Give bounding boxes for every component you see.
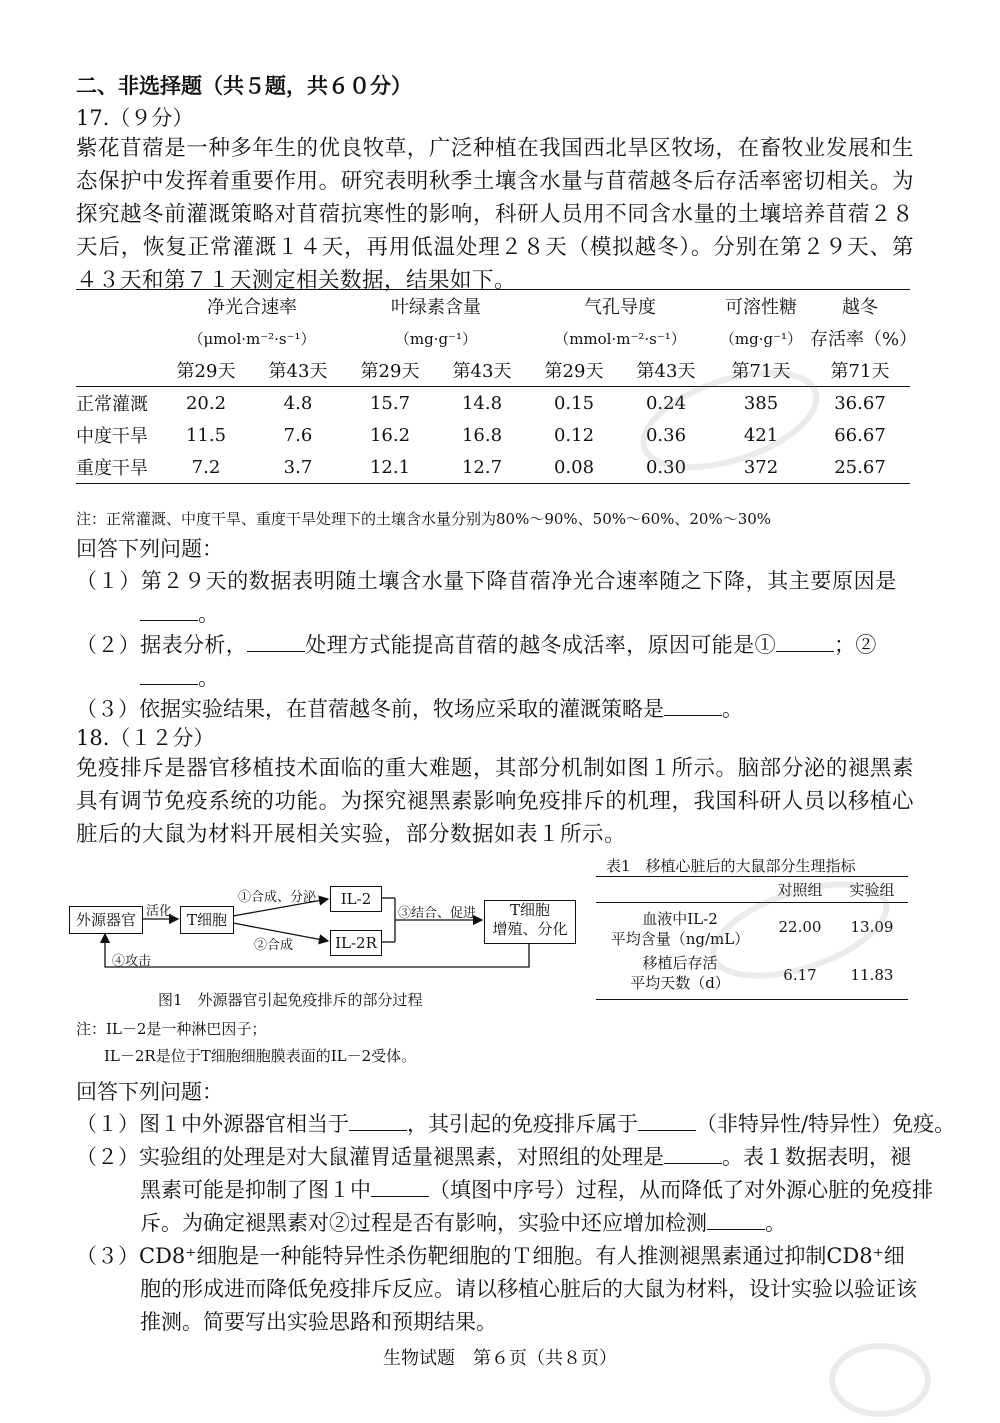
day-header: 第71天 (712, 354, 810, 387)
q18-paragraph: 免疫排斥是器官移植技术面临的重大难题，其部分机制如图１所示。脑部分泌的褪黑素具有调节免疫系统的功能。为探究褪黑素影响免疫排斥的机理，我国科研人员以移植心脏后的大鼠为材料开展相关实验，部分数据如表１所示。 (76, 756, 914, 847)
cell: 3.7 (252, 451, 344, 484)
row-label: 平均含量（ng/mL） (610, 930, 750, 948)
table-row (596, 951, 908, 1000)
header-stomatal: 气孔导度 (528, 290, 712, 323)
row-label: 正常灌溉 (76, 394, 148, 415)
cell: 25.67 (810, 451, 910, 484)
table1-title: 表1 移植心脏后的大鼠部分生理指标 (606, 857, 856, 875)
label-synth: ②合成 (254, 938, 294, 953)
answer-blank[interactable] (638, 1108, 696, 1131)
q17-number: 17.（９分） (76, 106, 194, 130)
box-foreign-organ: 外源器官 (69, 906, 143, 934)
q17-paragraph: 紫花苜蓿是一种多年生的优良牧草，广泛种植在我国西北旱区牧场，在畜牧业发展和生态保护中发挥着重要作用。研究表明秋季土壤含水量与苜蓿越冬后存活率密切相关。为探究越冬前灌溉策略对苜蓿抗寒性的影响，科研人员用不同含水量的土壤培养苜蓿２８天后，恢复正常灌溉１４天，再用低温处理２８天（模拟越冬）。分别在第２９天、第４３天和第７１天测定相关数据，结果如下。 (76, 136, 914, 293)
q18-question-2-line3 (140, 1207, 786, 1239)
col-control: 对照组 (777, 881, 823, 899)
q18-q2-end: 。 (765, 1211, 786, 1235)
box-t-cell-proliferation-line2: 增殖、分化 (492, 919, 568, 938)
answer-blank[interactable] (349, 1108, 407, 1131)
cell: 7.6 (283, 424, 313, 446)
q17-answer-prompt: 回答下列问题： (76, 537, 223, 561)
cell: 12.1 (344, 451, 436, 484)
q18-note-1: 注：IL－2是一种淋巴因子； (76, 1020, 267, 1038)
q18-question-1 (76, 1108, 955, 1140)
q18-q1-text: （１）图１中外源器官相当于 (76, 1112, 349, 1136)
cell: 16.2 (369, 424, 411, 446)
row-label: 重度干旱 (76, 451, 160, 484)
cell: 0.30 (620, 451, 712, 484)
q18-answer-prompt: 回答下列问题： (76, 1080, 223, 1104)
unit-stomatal: （mmol·m⁻²·s⁻¹） (554, 329, 686, 348)
cell: 0.24 (645, 392, 687, 414)
q17-q2-text: ；② (834, 633, 877, 657)
q17-q2-text: 处理方式能提高苜蓿的越冬成活率，原因可能是① (305, 633, 777, 657)
day-header: 第29天 (344, 354, 436, 387)
day-header: 第43天 (436, 354, 528, 387)
box-t-cell: T细胞 (180, 906, 234, 934)
day-header: 第43天 (252, 354, 344, 387)
q18-q2-text: 。表１数据表明，褪 (722, 1145, 911, 1169)
q18-q2-text: 黑素可能是抑制了图１中 (140, 1178, 371, 1202)
row-label: 血液中IL-2 (642, 910, 718, 928)
page-footer: 生物试题 第６页（共８页） (383, 1348, 617, 1369)
cell: 6.17 (783, 966, 817, 984)
cell: 0.08 (528, 451, 620, 484)
cell: 0.36 (645, 424, 687, 446)
cell: 15.7 (369, 392, 411, 414)
q17-q2-end: 。 (198, 666, 219, 690)
cell: 7.2 (160, 451, 252, 484)
header-sugar: 可溶性糖 (712, 290, 810, 323)
q18-q2-text: 斥。为确定褪黑素对②过程是否有影响，实验中还应增加检测 (140, 1211, 707, 1235)
label-activate: 活化 (146, 904, 173, 919)
q18-q2-text: （填图中序号）过程，从而降低了对外源心脏的免疫排 (429, 1178, 933, 1202)
day-header: 第29天 (160, 354, 252, 387)
cell: 14.8 (461, 392, 503, 414)
day-header: 第43天 (620, 354, 712, 387)
q18-question-3-line2: 胞的形成进而降低免疫排斥反应。请以移植心脏后的大鼠为材料，设计实验以验证该 (140, 1277, 917, 1301)
unit-survival: 存活率（%） (810, 329, 918, 350)
day-header: 第71天 (810, 354, 910, 387)
unit-sugar: （mg·g⁻¹） (719, 329, 803, 348)
figure1-caption: 图1 外源器官引起免疫排斥的部分过程 (158, 991, 423, 1009)
header-net-photosynthesis: 净光合速率 (160, 290, 344, 323)
label-bind-promote: ③结合、促进 (398, 906, 477, 921)
answer-blank[interactable] (664, 1141, 722, 1164)
q17-q1-end: 。 (198, 602, 219, 626)
cell: 385 (743, 392, 779, 414)
cell: 12.7 (436, 451, 528, 484)
row-label: 平均天数（d） (630, 974, 730, 992)
unit-chlorophyll: （mg·g⁻¹） (394, 329, 478, 348)
q18-question-2-line2 (140, 1174, 933, 1206)
table-row (596, 903, 908, 952)
cell: 11.83 (850, 966, 894, 984)
q17-q3-end: 。 (722, 697, 743, 721)
row-label: 中度干旱 (76, 426, 148, 447)
cell: 421 (743, 424, 779, 446)
box-il2r: IL-2R (330, 930, 382, 956)
cell: 20.2 (185, 392, 227, 414)
cell: 0.12 (553, 424, 595, 446)
q17-q3-text: （３）依据实验结果，在苜蓿越冬前，牧场应采取的灌溉策略是 (76, 697, 664, 721)
q18-number: 18.（１２分） (76, 726, 215, 750)
cell: 4.8 (283, 392, 313, 414)
cell: 66.67 (834, 424, 886, 446)
q17-q1-text: （１）第２９天的数据表明随土壤含水量下降苜蓿净光合速率随之下降，其主要原因是 (76, 569, 897, 593)
q18-note-2: IL－2R是位于T细胞细胞膜表面的IL－2受体。 (104, 1047, 417, 1065)
label-synth-secrete: ①合成、分泌 (238, 890, 317, 905)
q18-question-3-line3: 推测。简要写出实验思路和预期结果。 (140, 1310, 497, 1334)
cell: 36.67 (834, 392, 886, 414)
row-label: 移植后存活 (642, 954, 718, 972)
cell: 11.5 (185, 424, 227, 446)
cell: 0.15 (553, 392, 595, 414)
q18-question-2 (76, 1141, 911, 1173)
header-survival: 越冬 (810, 290, 910, 323)
q18-q1-text: （非特异性/特异性）免疫。 (696, 1112, 956, 1136)
q18-question-3: （３）CD8⁺细胞是一种能特异性杀伤靶细胞的Ｔ细胞。有人推测褪黑素通过抑制CD8⁺细 (76, 1244, 905, 1268)
cell: 372 (712, 451, 810, 484)
q18-q1-text: ，其引起的免疫排斥属于 (407, 1112, 638, 1136)
header-chlorophyll: 叶绿素含量 (344, 290, 528, 323)
answer-blank[interactable] (707, 1207, 765, 1230)
q18-q2-text: （２）实验组的处理是对大鼠灌胃适量褪黑素，对照组的处理是 (76, 1145, 664, 1169)
day-header: 第29天 (528, 354, 620, 387)
answer-blank[interactable] (371, 1174, 429, 1197)
cell: 16.8 (461, 424, 503, 446)
box-t-cell-proliferation-line1: T细胞 (509, 901, 550, 919)
q17-note: 注：正常灌溉、中度干旱、重度干旱处理下的土壤含水量分别为80%～90%、50%～60%、20%～30% (76, 510, 772, 528)
label-attack: ④攻击 (112, 954, 152, 969)
table1 (596, 876, 908, 1000)
cell: 22.00 (778, 918, 822, 936)
section-title: 二、非选择题（共５题，共６０分） (76, 73, 412, 98)
box-il2: IL-2 (330, 886, 382, 912)
cell: 13.09 (850, 918, 894, 936)
q17-q2-text: （２）据表分析， (76, 633, 248, 657)
unit-net-photosynthesis: （μmol·m⁻²·s⁻¹） (188, 329, 316, 348)
col-experiment: 实验组 (849, 881, 895, 899)
